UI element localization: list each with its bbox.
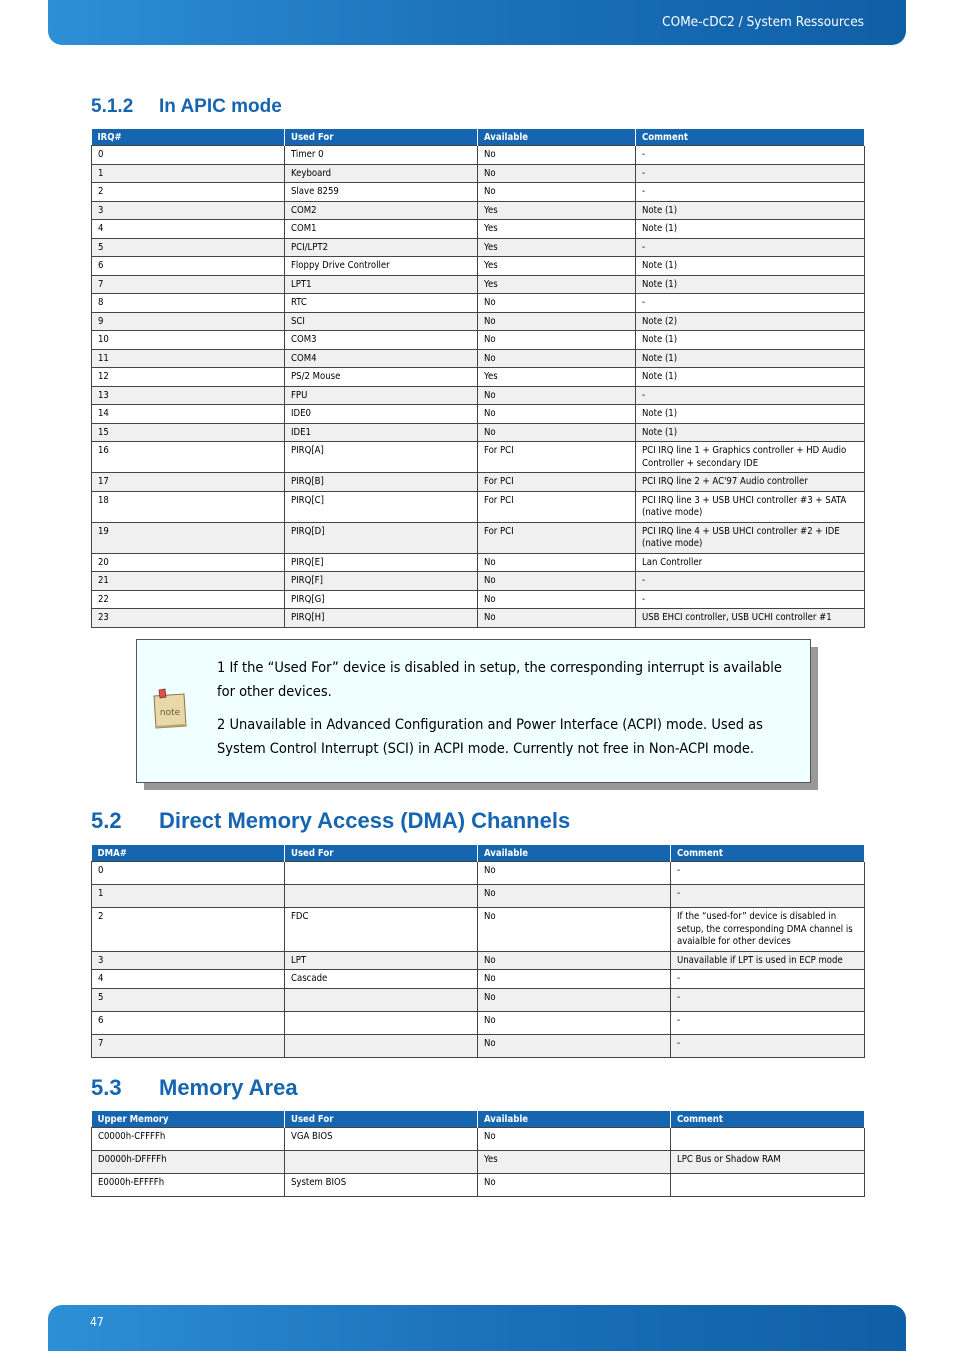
table-cell: -	[671, 862, 865, 885]
section-heading-apic	[91, 96, 282, 118]
table-cell: No	[478, 349, 636, 368]
section-title: Direct Memory Access (DMA) Channels	[159, 808, 571, 833]
table-cell: 0	[92, 862, 285, 885]
table-cell: No	[478, 146, 636, 165]
table-cell: Unavailable if LPT is used in ECP mode	[671, 951, 865, 970]
table-cell: 1	[92, 885, 285, 908]
table-cell	[285, 1034, 478, 1057]
table-cell: No	[478, 572, 636, 591]
table-cell: LPC Bus or Shadow RAM	[671, 1151, 865, 1174]
table-cell: 8	[92, 294, 285, 313]
table-cell: Yes	[478, 257, 636, 276]
table-cell: No	[478, 405, 636, 424]
table-cell: -	[636, 386, 865, 405]
table-cell: C0000h-CFFFFh	[92, 1128, 285, 1151]
table-cell: Timer 0	[285, 146, 478, 165]
section-number: 5.3	[91, 1075, 122, 1100]
table-cell: -	[636, 146, 865, 165]
table-cell: PIRQ[A]	[285, 442, 478, 473]
table-cell: Yes	[478, 1151, 671, 1174]
table-cell: -	[636, 164, 865, 183]
table-cell: -	[636, 183, 865, 202]
table-header-row	[92, 129, 865, 146]
table-cell: No	[478, 164, 636, 183]
table-cell: Cascade	[285, 970, 478, 989]
table-row	[92, 164, 865, 183]
table-row	[92, 220, 865, 239]
table-cell: VGA BIOS	[285, 1128, 478, 1151]
table-row	[92, 908, 865, 952]
table-cell: No	[478, 951, 671, 970]
table-cell	[285, 862, 478, 885]
table-cell: D0000h-DFFFFh	[92, 1151, 285, 1174]
table-cell: No	[478, 1174, 671, 1197]
table-cell	[285, 1151, 478, 1174]
table-cell: 10	[92, 331, 285, 350]
table-row	[92, 1011, 865, 1034]
column-header: Upper Memory	[92, 1111, 285, 1128]
table-cell: Yes	[478, 201, 636, 220]
footer-banner	[48, 1305, 906, 1351]
table-row	[92, 294, 865, 313]
table-row	[92, 238, 865, 257]
table-cell: 12	[92, 368, 285, 387]
table-row	[92, 1174, 865, 1197]
table-cell: If the “used-for” device is disabled in setup, the corresponding DMA channel is avaialble for other devices	[671, 908, 865, 952]
table-cell: USB EHCI controller, USB UCHI controller #1	[636, 609, 865, 628]
table-header-row	[92, 845, 865, 862]
table-row	[92, 1151, 865, 1174]
table-cell: PCI/LPT2	[285, 238, 478, 257]
table-row	[92, 257, 865, 276]
table-cell: 20	[92, 553, 285, 572]
column-header: Available	[478, 845, 671, 862]
table-row	[92, 405, 865, 424]
table-cell: -	[636, 572, 865, 591]
table-cell: No	[478, 1011, 671, 1034]
table-cell: Note (1)	[636, 368, 865, 387]
table-row	[92, 1034, 865, 1057]
table-cell: No	[478, 988, 671, 1011]
table-cell: 22	[92, 590, 285, 609]
table-cell: IDE0	[285, 405, 478, 424]
table-cell: -	[671, 970, 865, 989]
table-cell: FPU	[285, 386, 478, 405]
table-row	[92, 572, 865, 591]
table-cell: 4	[92, 220, 285, 239]
section-heading-dma	[91, 808, 570, 834]
table-cell: No	[478, 331, 636, 350]
table-cell: 18	[92, 491, 285, 522]
table-cell: Note (1)	[636, 349, 865, 368]
table-cell	[285, 885, 478, 908]
irq-table	[91, 129, 865, 628]
table-cell: 23	[92, 609, 285, 628]
table-cell: For PCI	[478, 473, 636, 492]
table-cell: PIRQ[H]	[285, 609, 478, 628]
table-cell: 14	[92, 405, 285, 424]
table-cell: PIRQ[B]	[285, 473, 478, 492]
table-cell: 13	[92, 386, 285, 405]
table-cell: 7	[92, 1034, 285, 1057]
table-row	[92, 183, 865, 202]
table-row	[92, 442, 865, 473]
table-cell: COM3	[285, 331, 478, 350]
table-cell: No	[478, 553, 636, 572]
table-row	[92, 988, 865, 1011]
table-row	[92, 951, 865, 970]
table-cell	[671, 1128, 865, 1151]
table-cell: FDC	[285, 908, 478, 952]
table-row	[92, 201, 865, 220]
table-cell: PCI IRQ line 3 + USB UHCI controller #3 + SATA (native mode)	[636, 491, 865, 522]
table-cell: No	[478, 423, 636, 442]
table-cell: System BIOS	[285, 1174, 478, 1197]
table-cell: -	[671, 1034, 865, 1057]
table-cell: Yes	[478, 368, 636, 387]
table-row	[92, 522, 865, 553]
table-cell: No	[478, 183, 636, 202]
table-cell: Yes	[478, 238, 636, 257]
column-header: Comment	[671, 845, 865, 862]
note-icon	[151, 688, 189, 730]
column-header: Used For	[285, 129, 478, 146]
table-cell: 7	[92, 275, 285, 294]
table-cell: 1	[92, 164, 285, 183]
table-cell: -	[636, 238, 865, 257]
table-cell: PIRQ[E]	[285, 553, 478, 572]
table-cell: E0000h-EFFFFh	[92, 1174, 285, 1197]
table-cell: PCI IRQ line 2 + AC'97 Audio controller	[636, 473, 865, 492]
table-cell: PIRQ[G]	[285, 590, 478, 609]
table-cell: SCI	[285, 312, 478, 331]
table-cell: 9	[92, 312, 285, 331]
table-row	[92, 312, 865, 331]
table-cell: -	[671, 885, 865, 908]
table-row	[92, 609, 865, 628]
table-cell	[671, 1174, 865, 1197]
table-cell: Note (1)	[636, 275, 865, 294]
table-row	[92, 553, 865, 572]
table-cell: 16	[92, 442, 285, 473]
table-cell: Note (1)	[636, 201, 865, 220]
table-cell: No	[478, 1034, 671, 1057]
table-cell: COM1	[285, 220, 478, 239]
dma-table	[91, 845, 865, 1058]
table-cell: PIRQ[F]	[285, 572, 478, 591]
document-title: COMe-cDC2 / System Ressources	[662, 14, 864, 30]
column-header: DMA#	[92, 845, 285, 862]
table-cell: No	[478, 862, 671, 885]
table-cell: 3	[92, 951, 285, 970]
table-cell: No	[478, 294, 636, 313]
table-cell: -	[636, 590, 865, 609]
table-cell: Note (2)	[636, 312, 865, 331]
table-cell: -	[671, 988, 865, 1011]
page-number: 47	[90, 1315, 104, 1329]
column-header: Available	[478, 129, 636, 146]
table-row	[92, 970, 865, 989]
table-row	[92, 146, 865, 165]
table-cell: Note (1)	[636, 331, 865, 350]
table-cell: 0	[92, 146, 285, 165]
table-cell: Slave 8259	[285, 183, 478, 202]
table-cell: For PCI	[478, 491, 636, 522]
table-cell: No	[478, 1128, 671, 1151]
section-number: 5.1.2	[91, 96, 134, 117]
section-title: In APIC mode	[159, 96, 282, 117]
table-cell: 15	[92, 423, 285, 442]
section-title: Memory Area	[159, 1075, 298, 1100]
table-cell: For PCI	[478, 442, 636, 473]
table-cell: No	[478, 386, 636, 405]
table-cell: 11	[92, 349, 285, 368]
memory-table	[91, 1111, 865, 1197]
table-cell: LPT1	[285, 275, 478, 294]
table-cell: 21	[92, 572, 285, 591]
table-cell: Yes	[478, 275, 636, 294]
table-cell: No	[478, 312, 636, 331]
table-row	[92, 275, 865, 294]
table-cell: 3	[92, 201, 285, 220]
table-cell: Lan Controller	[636, 553, 865, 572]
table-cell: 6	[92, 1011, 285, 1034]
table-header-row	[92, 1111, 865, 1128]
table-cell: No	[478, 970, 671, 989]
table-cell	[285, 1011, 478, 1034]
column-header: Comment	[671, 1111, 865, 1128]
table-cell: IDE1	[285, 423, 478, 442]
table-row	[92, 1128, 865, 1151]
table-row	[92, 885, 865, 908]
column-header: IRQ#	[92, 129, 285, 146]
column-header: Available	[478, 1111, 671, 1128]
table-cell: For PCI	[478, 522, 636, 553]
table-cell: PS/2 Mouse	[285, 368, 478, 387]
table-cell: PIRQ[D]	[285, 522, 478, 553]
table-cell: No	[478, 908, 671, 952]
table-cell: -	[636, 294, 865, 313]
table-row	[92, 590, 865, 609]
section-number: 5.2	[91, 808, 122, 833]
table-row	[92, 368, 865, 387]
table-row	[92, 331, 865, 350]
note-text	[217, 656, 802, 770]
table-cell: No	[478, 885, 671, 908]
table-cell: Note (1)	[636, 405, 865, 424]
table-cell: 2	[92, 908, 285, 952]
column-header: Used For	[285, 1111, 478, 1128]
table-cell: RTC	[285, 294, 478, 313]
table-cell: 17	[92, 473, 285, 492]
table-cell	[285, 988, 478, 1011]
table-cell: 2	[92, 183, 285, 202]
table-row	[92, 862, 865, 885]
note-paragraph-2: 2 Unavailable in Advanced Configuration and Power Interface (ACPI) mode. Used as System Control Interrupt (SCI) in ACPI mode. Currently not free in Non-ACPI mode.	[217, 717, 763, 757]
table-cell: Floppy Drive Controller	[285, 257, 478, 276]
note-paragraph-1: 1 If the “Used For” device is disabled in setup, the corresponding interrupt is available for other devices.	[217, 660, 782, 700]
table-cell: No	[478, 609, 636, 628]
table-row	[92, 349, 865, 368]
table-cell: COM4	[285, 349, 478, 368]
table-cell: PCI IRQ line 4 + USB UHCI controller #2 + IDE (native mode)	[636, 522, 865, 553]
table-cell: -	[671, 1011, 865, 1034]
table-cell: LPT	[285, 951, 478, 970]
table-cell: 19	[92, 522, 285, 553]
header-banner	[48, 0, 906, 45]
table-cell: COM2	[285, 201, 478, 220]
note-icon-label: note	[159, 708, 181, 718]
table-cell: Yes	[478, 220, 636, 239]
table-row	[92, 423, 865, 442]
table-cell: Note (1)	[636, 423, 865, 442]
table-cell: Note (1)	[636, 257, 865, 276]
note-box	[136, 639, 811, 783]
table-cell: 5	[92, 988, 285, 1011]
table-cell: PIRQ[C]	[285, 491, 478, 522]
table-cell: 5	[92, 238, 285, 257]
table-row	[92, 386, 865, 405]
column-header: Used For	[285, 845, 478, 862]
section-heading-memory	[91, 1075, 298, 1101]
table-cell: No	[478, 590, 636, 609]
table-cell: PCI IRQ line 1 + Graphics controller + HD Audio Controller + secondary IDE	[636, 442, 865, 473]
table-row	[92, 473, 865, 492]
table-cell: Note (1)	[636, 220, 865, 239]
table-row	[92, 491, 865, 522]
table-cell: 4	[92, 970, 285, 989]
table-cell: Keyboard	[285, 164, 478, 183]
table-cell: 6	[92, 257, 285, 276]
column-header: Comment	[636, 129, 865, 146]
